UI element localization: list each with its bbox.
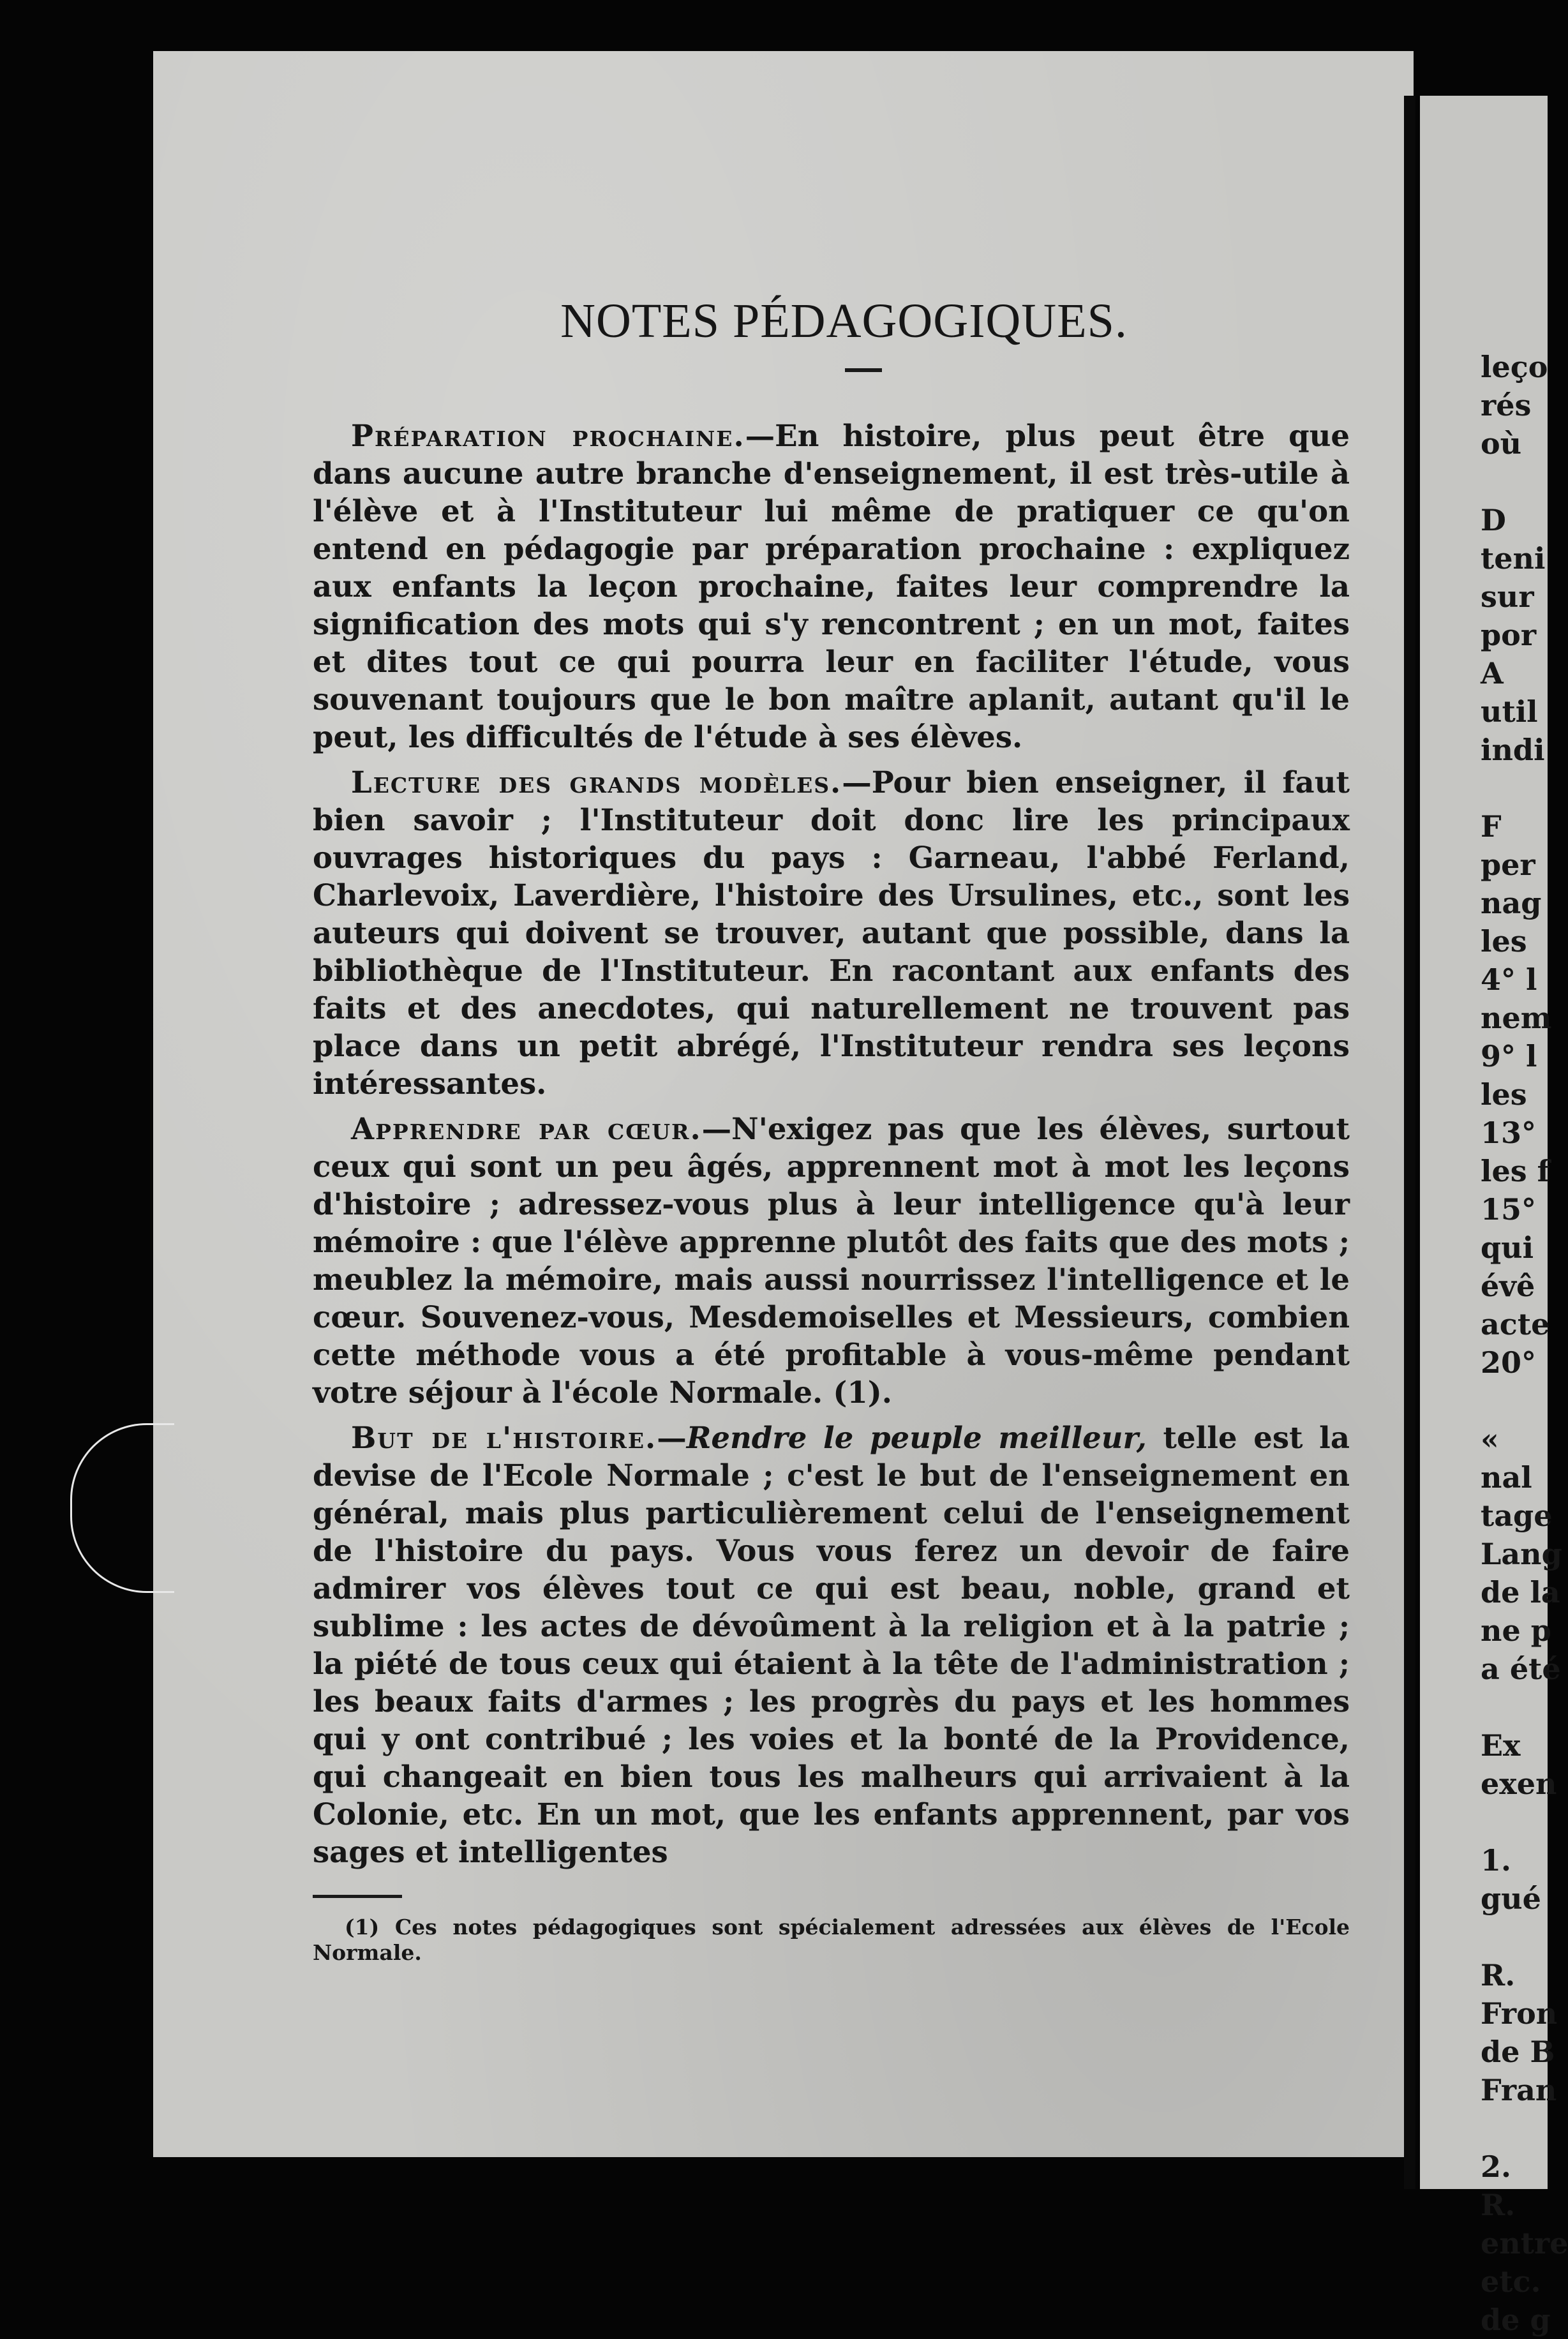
right-page-line: «	[1481, 1422, 1499, 1456]
right-page-line: Ex	[1481, 1728, 1521, 1763]
right-page-line: gué	[1481, 1881, 1541, 1916]
right-page-line: por	[1481, 618, 1537, 652]
title-dash	[845, 368, 882, 372]
paragraph-lecture	[313, 763, 1350, 1102]
paragraph-preparation	[313, 417, 1350, 756]
right-page-line	[1481, 1688, 1548, 1726]
right-page-line: nag	[1481, 886, 1542, 920]
right-page-line: rés	[1481, 388, 1532, 422]
right-page-line: qui	[1481, 1230, 1534, 1265]
right-page-line	[1481, 1382, 1548, 1420]
paragraph-body: —Pour bien enseigner, il faut bien savoir ; l'Instituteur doit donc lire les principaux ouvrages historiques du pays : Garneau, l'abbé Ferland, Charlevoix, Laverdière, l'histoire des Ursulines, etc., sont les auteurs qui doivent se trouver, autant que possible, dans la bibliothèque de l'Instituteur. En racontant aux enfants des faits et des anecdotes, qui naturellement ne trouvent pas place dans un petit abrégé, l'Instituteur rendra ses leçons intéressantes.	[313, 765, 1350, 1101]
right-page-line: 15°	[1481, 1192, 1537, 1227]
right-page-line: de g	[1481, 2303, 1551, 2337]
paragraph-heading: Apprendre par cœur.	[351, 1111, 702, 1146]
right-page-line: 2.	[1481, 2149, 1512, 2184]
right-page-line	[1481, 463, 1548, 501]
right-page-line: util	[1481, 694, 1538, 729]
right-page-line: 1.	[1481, 1843, 1512, 1878]
right-page-line: indi	[1481, 733, 1545, 767]
margin-bracket-mark	[70, 1423, 174, 1593]
right-page-line: Lang	[1481, 1537, 1562, 1571]
right-page-line: sur	[1481, 579, 1534, 614]
right-page-line: où	[1481, 426, 1522, 461]
paragraph-body: —En histoire, plus peut être que dans aucune autre branche d'enseignement, il est très-utile à l'élève et à l'Instituteur lui même de pratiquer ce qu'on entend en pédagogie par préparation prochaine : expliquez aux enfants la leçon prochaine, faites leur comprendre la signification des mots qui s'y rencontrent ; en un mot, faites et dites tout ce qui pourra leur en faciliter l'étude, vous souvenant toujours que le bon maître aplanit, autant qu'il le peut, les difficultés de l'étude à ses élèves.	[313, 418, 1350, 754]
right-page-line: R.	[1481, 2188, 1516, 2222]
right-page-line: a été	[1481, 1652, 1561, 1686]
paragraph-body: —N'exigez pas que les élèves, surtout ceux qui sont un peu âgés, apprennent mot à mot les leçons d'histoire ; adressez-vous plus à leur intelligence qu'à leur mémoire : que l'élève apprenne plutôt des faits que des mots ; meublez la mémoire, mais aussi nourrissez l'intelligence et le cœur. Souvenez-vous, Mesdemoiselles et Messieurs, combien cette méthode vous a été profitable à vous-même pendant votre séjour à l'école Normale. (1).	[313, 1111, 1350, 1410]
right-page-line: nem	[1481, 1001, 1552, 1035]
paragraph-body: telle est la devise de l'Ecole Normale ; c'est le but de l'enseignement en général, mais plus particulièrement celui de l'enseignement de l'histoire du pays. Vous vous ferez un devoir de faire admirer vos élèves tout ce qui est beau, noble, grand et sublime : les actes de dévoûment à la religion et à la patrie ; la piété de tous ceux qui étaient à la tête de l'administration ; les beaux faits d'armes ; les progrès du pays et les hommes qui y ont contribué ; les voies et la bonté de la Providence, qui changeait en bien tous les malheurs qui arrivaient à la Colonie, etc. En un mot, que les enfants apprennent, par vos sages et intelligentes	[313, 1420, 1350, 1869]
right-page-line: Fron	[1481, 1996, 1558, 2031]
right-page-line: évê	[1481, 1269, 1535, 1303]
right-page-line: les f	[1481, 1154, 1550, 1188]
footnote-rule	[313, 1895, 402, 1898]
right-page-line: etc.	[1481, 2264, 1541, 2299]
left-page	[153, 51, 1414, 2157]
right-page-line	[1481, 1918, 1548, 1956]
paragraph-heading: Lecture des grands modèles.	[351, 765, 842, 800]
right-page-line: 9° l	[1481, 1039, 1537, 1073]
page-gutter	[1404, 96, 1415, 2189]
right-page-line: 4° l	[1481, 962, 1537, 997]
right-page-line: tage	[1481, 1498, 1553, 1533]
paragraph-heading: Préparation prochaine.	[351, 418, 745, 453]
right-page-line: Fran	[1481, 2073, 1557, 2107]
right-page-line: de B	[1481, 2035, 1555, 2069]
right-page-line: teni	[1481, 541, 1546, 576]
paragraph-heading: But de l'histoire.	[351, 1420, 657, 1455]
paragraph-apprendre	[313, 1110, 1350, 1411]
right-page-line: les	[1481, 1077, 1527, 1112]
right-page-line	[1481, 1803, 1548, 1841]
right-page-line: acte	[1481, 1307, 1550, 1341]
right-page-edge	[1420, 96, 1568, 2337]
footnote: (1) Ces notes pédagogiques sont spécialement adressées aux élèves de l'Ecole Normale.	[313, 1915, 1350, 1965]
right-page-line: les	[1481, 924, 1527, 959]
right-page-line: 13°	[1481, 1116, 1537, 1150]
right-page-line: R.	[1481, 1958, 1516, 1992]
right-page-line: leço	[1481, 350, 1548, 384]
right-page-line: per	[1481, 848, 1535, 882]
right-page-line	[1481, 2109, 1548, 2148]
paragraph-but	[313, 1419, 1350, 1871]
right-page-line: 20°	[1481, 1345, 1537, 1380]
dash: —	[657, 1420, 687, 1455]
motto: Rendre le peuple meilleur,	[686, 1420, 1147, 1455]
page-title: NOTES PÉDAGOGIQUES.	[560, 294, 1128, 348]
right-page-line	[1481, 769, 1548, 807]
right-page-line: nal	[1481, 1460, 1532, 1495]
right-page-line: exen	[1481, 1767, 1557, 1801]
right-page-line: A	[1481, 656, 1504, 691]
right-page-line: ne p	[1481, 1613, 1551, 1648]
right-page-line: entre	[1481, 2226, 1568, 2261]
right-page-line: de la	[1481, 1575, 1560, 1610]
right-page-line: D	[1481, 503, 1506, 537]
right-page-line: F	[1481, 809, 1502, 844]
